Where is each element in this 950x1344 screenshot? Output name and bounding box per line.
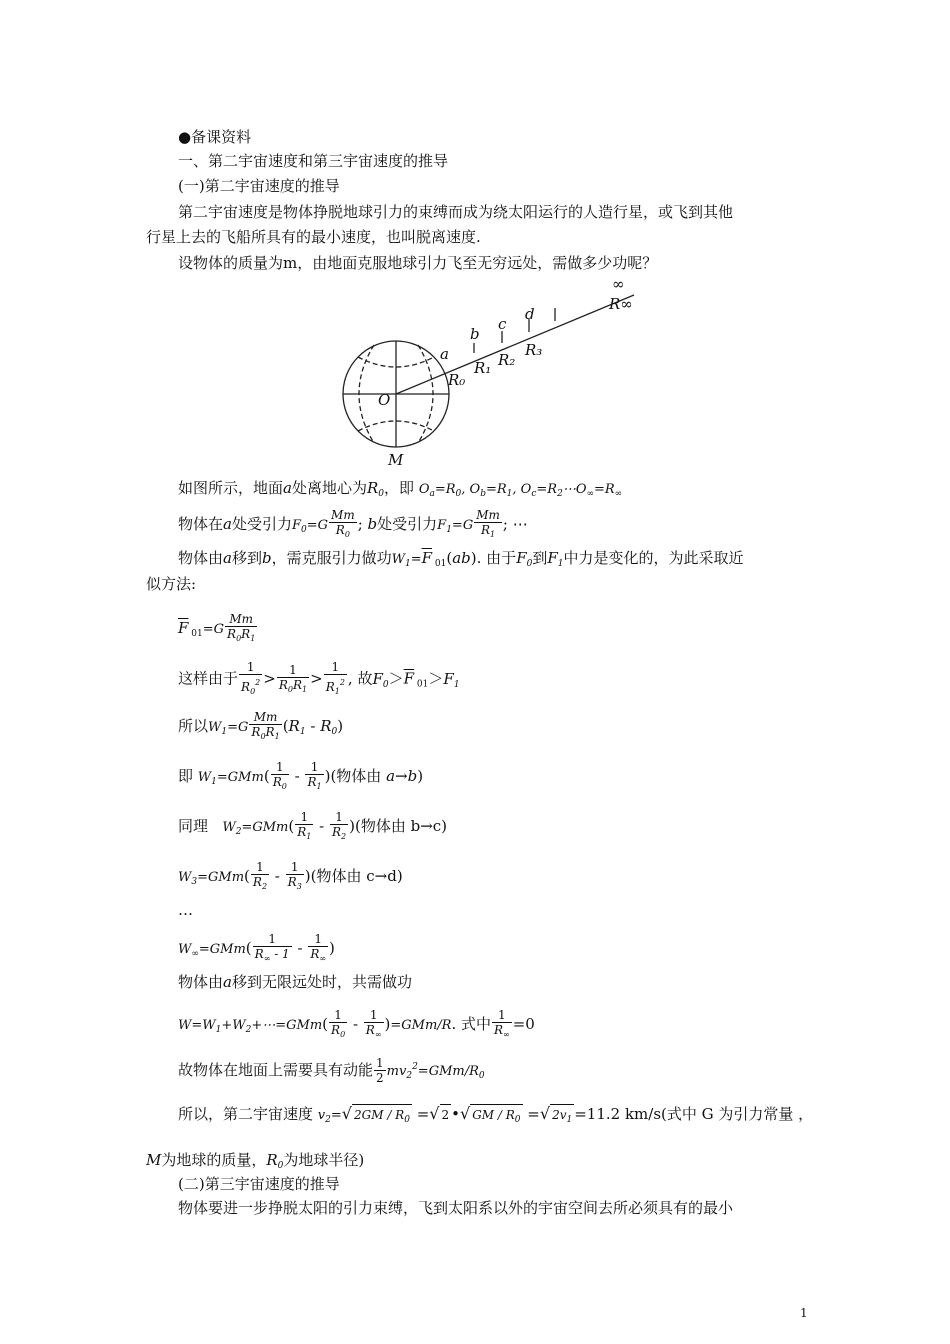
label-c: c <box>498 315 507 333</box>
label-m: M <box>388 451 404 469</box>
equation-line: 故物体在地面上需要具有动能 $\frac{1}{2}$ $mv_2^2=GMm/R_0$ <box>178 1056 485 1085</box>
paragraph-line: 设物体的质量为m，由地面克服地球引力飞至无穷远处，需做多少功呢？ <box>178 254 658 272</box>
equation-line: 物体由a移到b，需克服引力做功$W_1=\overline{F}$ $_{01}$(ab). 由于$F_0$到$F_1$中力是变化的，为此采取近 <box>178 549 744 569</box>
equation-line: $\overline{F}$ $_{01}$=G $\frac{Mm}{R_0R_1}$ <box>178 612 256 643</box>
equation-line: 所以$W_1=G$ $\frac{Mm}{R_0R_1}$ $(R_1 - R_0)$ <box>178 710 344 741</box>
equation-line: 同理 $W_2=GMm$( $\frac{1}{R_1}$ - $\frac{1}{R_2}$ )(物体由 b→c) <box>178 810 448 841</box>
paragraph-line: 物体由a移到无限远处时，共需做功 <box>178 973 412 991</box>
paragraph-line: 似方法: <box>146 575 197 593</box>
equation-line: $W_3=GMm$( $\frac{1}{R_2}$ - $\frac{1}{R_3}$ )(物体由 c→d) <box>178 860 403 891</box>
page-number: 1 <box>800 1306 808 1320</box>
subsection-title: (一)第二宇宙速度的推导 <box>178 177 340 195</box>
paragraph-line: 物体要进一步挣脱太阳的引力束缚，飞到太阳系以外的宇宙空间去所必须具有的最小 <box>178 1199 734 1217</box>
paragraph-line: 行星上去的飞船所具有的最小速度，也叫脱离速度. <box>146 228 481 246</box>
label-d: d <box>525 305 535 323</box>
equation-line: 这样由于 $\frac{1}{R_0^2}$ > $\frac{1}{R_0R_1}$ > $\frac{1}{R_1^2}$ , 故$F_0>\overline{F}$ $_{01}>F_1$ <box>178 660 460 696</box>
label-a: a <box>440 345 449 363</box>
label-r-inf: R∞ <box>609 295 633 313</box>
label-r2: R₂ <box>498 351 516 369</box>
label-r3: R₃ <box>525 341 543 359</box>
paragraph-line: M为地球的质量，$R_0$为地球半径) <box>146 1151 365 1171</box>
equation-line: $W=W_1+W_2+\cdots=GMm$( $\frac{1}{R_0}$ - $\frac{1}{R_\infty}$ )=GMm/R. 式中 $\frac{1}{R_\infty}$ =0 <box>178 1008 535 1039</box>
equation-line: 所以，第二宇宙速度 $v_2=√$ $2GM / R_0$ =√ 2 •√ GM / $R_0$ =√ $2v_1 =11.2$ km/s(式中 G 为引力常量 ， <box>178 1104 813 1130</box>
label-r0: R₀ <box>448 371 466 389</box>
ellipsis: … <box>178 901 193 919</box>
heading: ●备课资料 <box>178 128 252 146</box>
section-title: 一、第二宇宙速度和第三宇宙速度的推导 <box>178 152 449 170</box>
subsection-title: (二)第三宇宙速度的推导 <box>178 1175 340 1193</box>
escape-line <box>396 295 634 394</box>
equation-line: 即 $W_1=GMm$( $\frac{1}{R_0}$ - $\frac{1}{R_1}$ )(物体由 a→b) <box>178 760 424 791</box>
label-o: O <box>378 391 391 409</box>
earth-escape-diagram <box>334 273 644 473</box>
paragraph-line: 第二宇宙速度是物体挣脱地球引力的束缚而成为绕太阳运行的人造行星，或飞到其他 <box>178 203 734 221</box>
equation-line: 如图所示，地面a处离地心为$R_0$，即 $O_a=R_0$, $O_b=R_1$, $O_c=R_2\cdots O_\infty=R_\infty$ <box>178 479 623 499</box>
label-infinity: ∞ <box>612 275 625 293</box>
label-r1: R₁ <box>474 359 492 377</box>
equation-line: 物体在a处受引力$F_0=G$ $\frac{Mm}{R_0}$ ; b处受引力$F_1=G$ $\frac{Mm}{R_1}$ ; ⋯ <box>178 508 528 539</box>
label-b: b <box>470 325 480 343</box>
equation-line: $W_\infty=GMm$( $\frac{1}{R_\infty - 1}$ - $\frac{1}{R_\infty}$ ) <box>178 932 335 963</box>
